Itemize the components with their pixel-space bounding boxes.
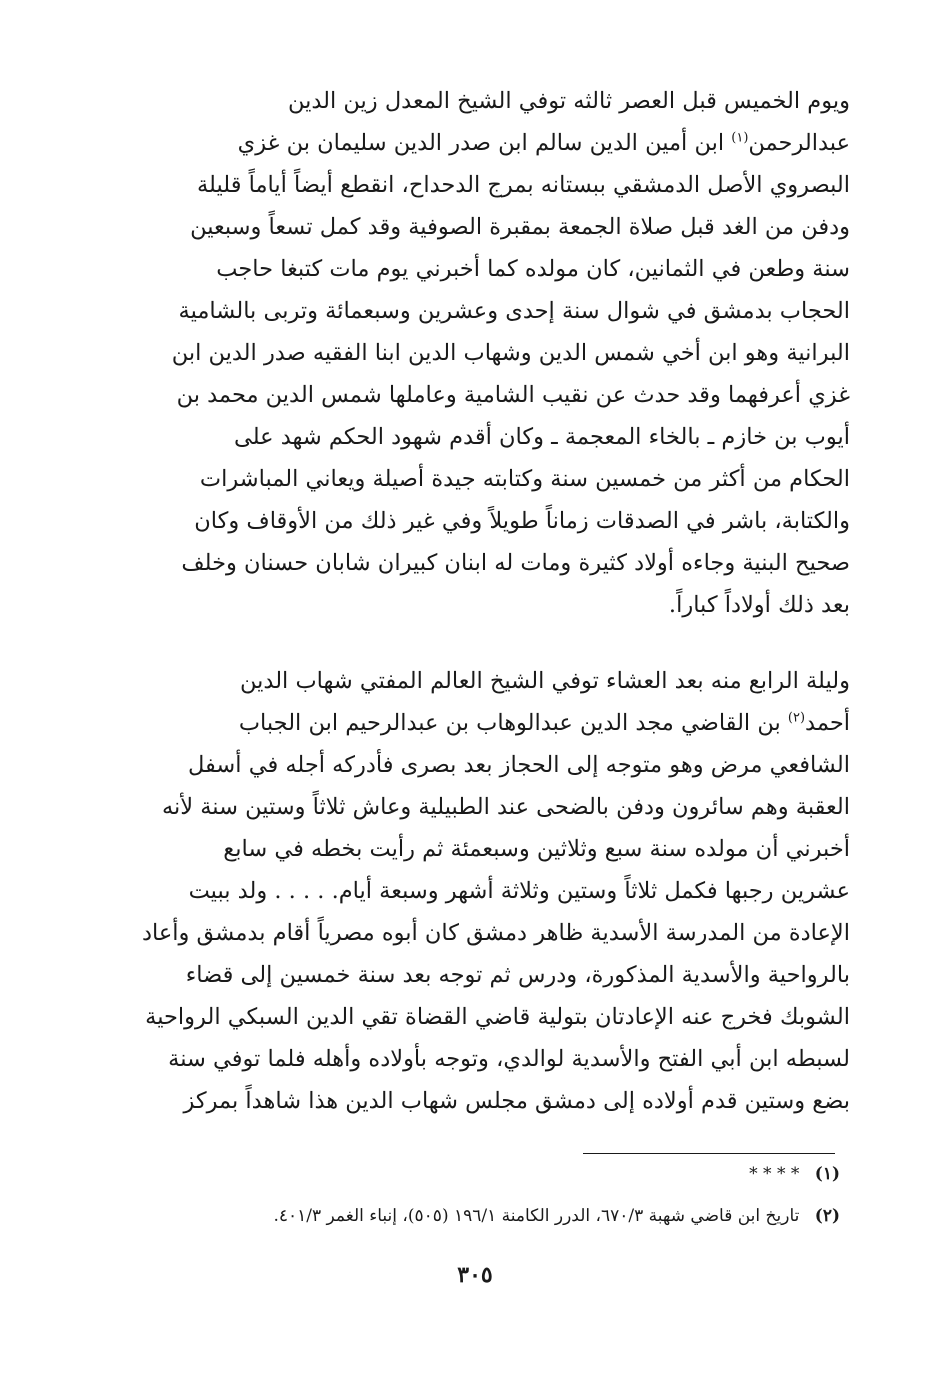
text-line: بعد ذلك أولاداً كباراً. [668,592,850,618]
paragraph-zayn-al-din-obituary [98,80,850,626]
text-line: صحيح البنية وجاءه أولاد كثيرة ومات له ابنان كبيران شابان حسنان وخلف [181,550,850,576]
text-line: البرانية وهو ابن أخي شمس الدين وشهاب الدين ابنا الفقيه صدر الدين ابن [171,340,850,366]
footnote-1 [749,1164,840,1184]
footnote-text: تاريخ ابن قاضي شهبة ٦٧٠/٣، الدرر الكامنة ١٩٦/١ (٥٠٥)، إنباء الغمر ٤٠١/٣. [273,1206,800,1226]
footnote-text: * * * * [749,1164,800,1184]
text-line: وليلة الرابع منه بعد العشاء توفي الشيخ العالم المفتي شهاب الدين [240,668,850,694]
text-line: غزي أعرفهما وقد حدث عن نقيب الشامية وعاملها شمس الدين محمد بن [176,382,850,408]
footnote-reference: (١) [731,130,749,146]
text-line: سنة وطعن في الثمانين، كان مولده كما أخبرني يوم مات كتبغا حاجب [216,256,850,282]
text-line: أحمد$^{(٢)}$ بن القاضي مجد الدين عبدالوهاب بن عبدالرحيم ابن الجباب [238,710,850,736]
text-line: والكتابة، باشر في الصدقات زماناً طويلاً وفي غير ذلك من الأوقاف وكان [194,508,850,534]
footnote-reference: (٢) [787,710,806,726]
text-line: بالرواحية والأسدية المذكورة، ودرس ثم توجه بعد سنة خمسين إلى قضاء [185,962,850,988]
text-line: عشرين رجبها فكمل ثلاثاً وستين وثلاثة أشهر وسبعة أيام. . . . . ولد ببيت [188,878,850,904]
text-line: الحكام من أكثر من خمسين سنة وكتابته جيدة أصيلة ويعاني المباشرات [199,466,850,492]
text-line: عبدالرحمن$^{(١)}$ ابن أمين الدين سالم ابن صدر الدين سليمان بن غزي [237,130,850,156]
text-line: بضع وستين قدم أولاده إلى دمشق مجلس شهاب الدين هذا شاهداً بمركز [183,1088,850,1114]
text-line: الشوبك فخرج عنه الإعادتان بتولية قاضي القضاة تقي الدين السبكي الرواحية [145,1004,850,1030]
footnote-divider [583,1153,835,1154]
text-line: ويوم الخميس قبل العصر ثالثه توفي الشيخ المعدل زين الدين [287,88,850,114]
text-line: العقبة وهم سائرون ودفن بالضحى عند الطبيلية وعاش ثلاثاً وستين سنة لأنه [161,794,850,820]
page-number: ٣٠٥ [457,1262,493,1288]
text-line: ودفن من الغد قبل صلاة الجمعة بمقبرة الصوفية وقد كمل تسعاً وسبعين [190,214,850,240]
footnote-marker: (١) [814,1164,840,1184]
text-line: لسبطه ابن أبي الفتح والأسدية لوالدي، وتوجه بأولاده وأهله فلما توفي سنة [168,1046,850,1072]
text-line: الإعادة من المدرسة الأسدية ظاهر دمشق كان أبوه مصرياً أقام بدمشق وأعاد [141,920,850,946]
text-line: الحجاب بدمشق في شوال سنة إحدى وعشرين وسبعمائة وتربى بالشامية [178,298,850,324]
paragraph-shihab-al-din-obituary [98,660,850,1122]
text-line: الشافعي مرض وهو متوجه إلى الحجاز بعد بصرى فأدركه أجله في أسفل [188,752,850,778]
footnote-2 [273,1206,840,1226]
text-line: البصروي الأصل الدمشقي ببستانه بمرج الدحداح، انقطع أيضاً أياماً قليلة [196,172,850,198]
text-line: أخبرني أن مولده سنة سبع وثلاثين وسبعمئة ثم رأيت بخطه في سابع [223,836,850,862]
footnote-marker: (٢) [814,1206,840,1226]
text-line: أيوب بن خازم ـ بالخاء المعجمة ـ وكان أقدم شهود الحكم شهد على [233,424,850,450]
